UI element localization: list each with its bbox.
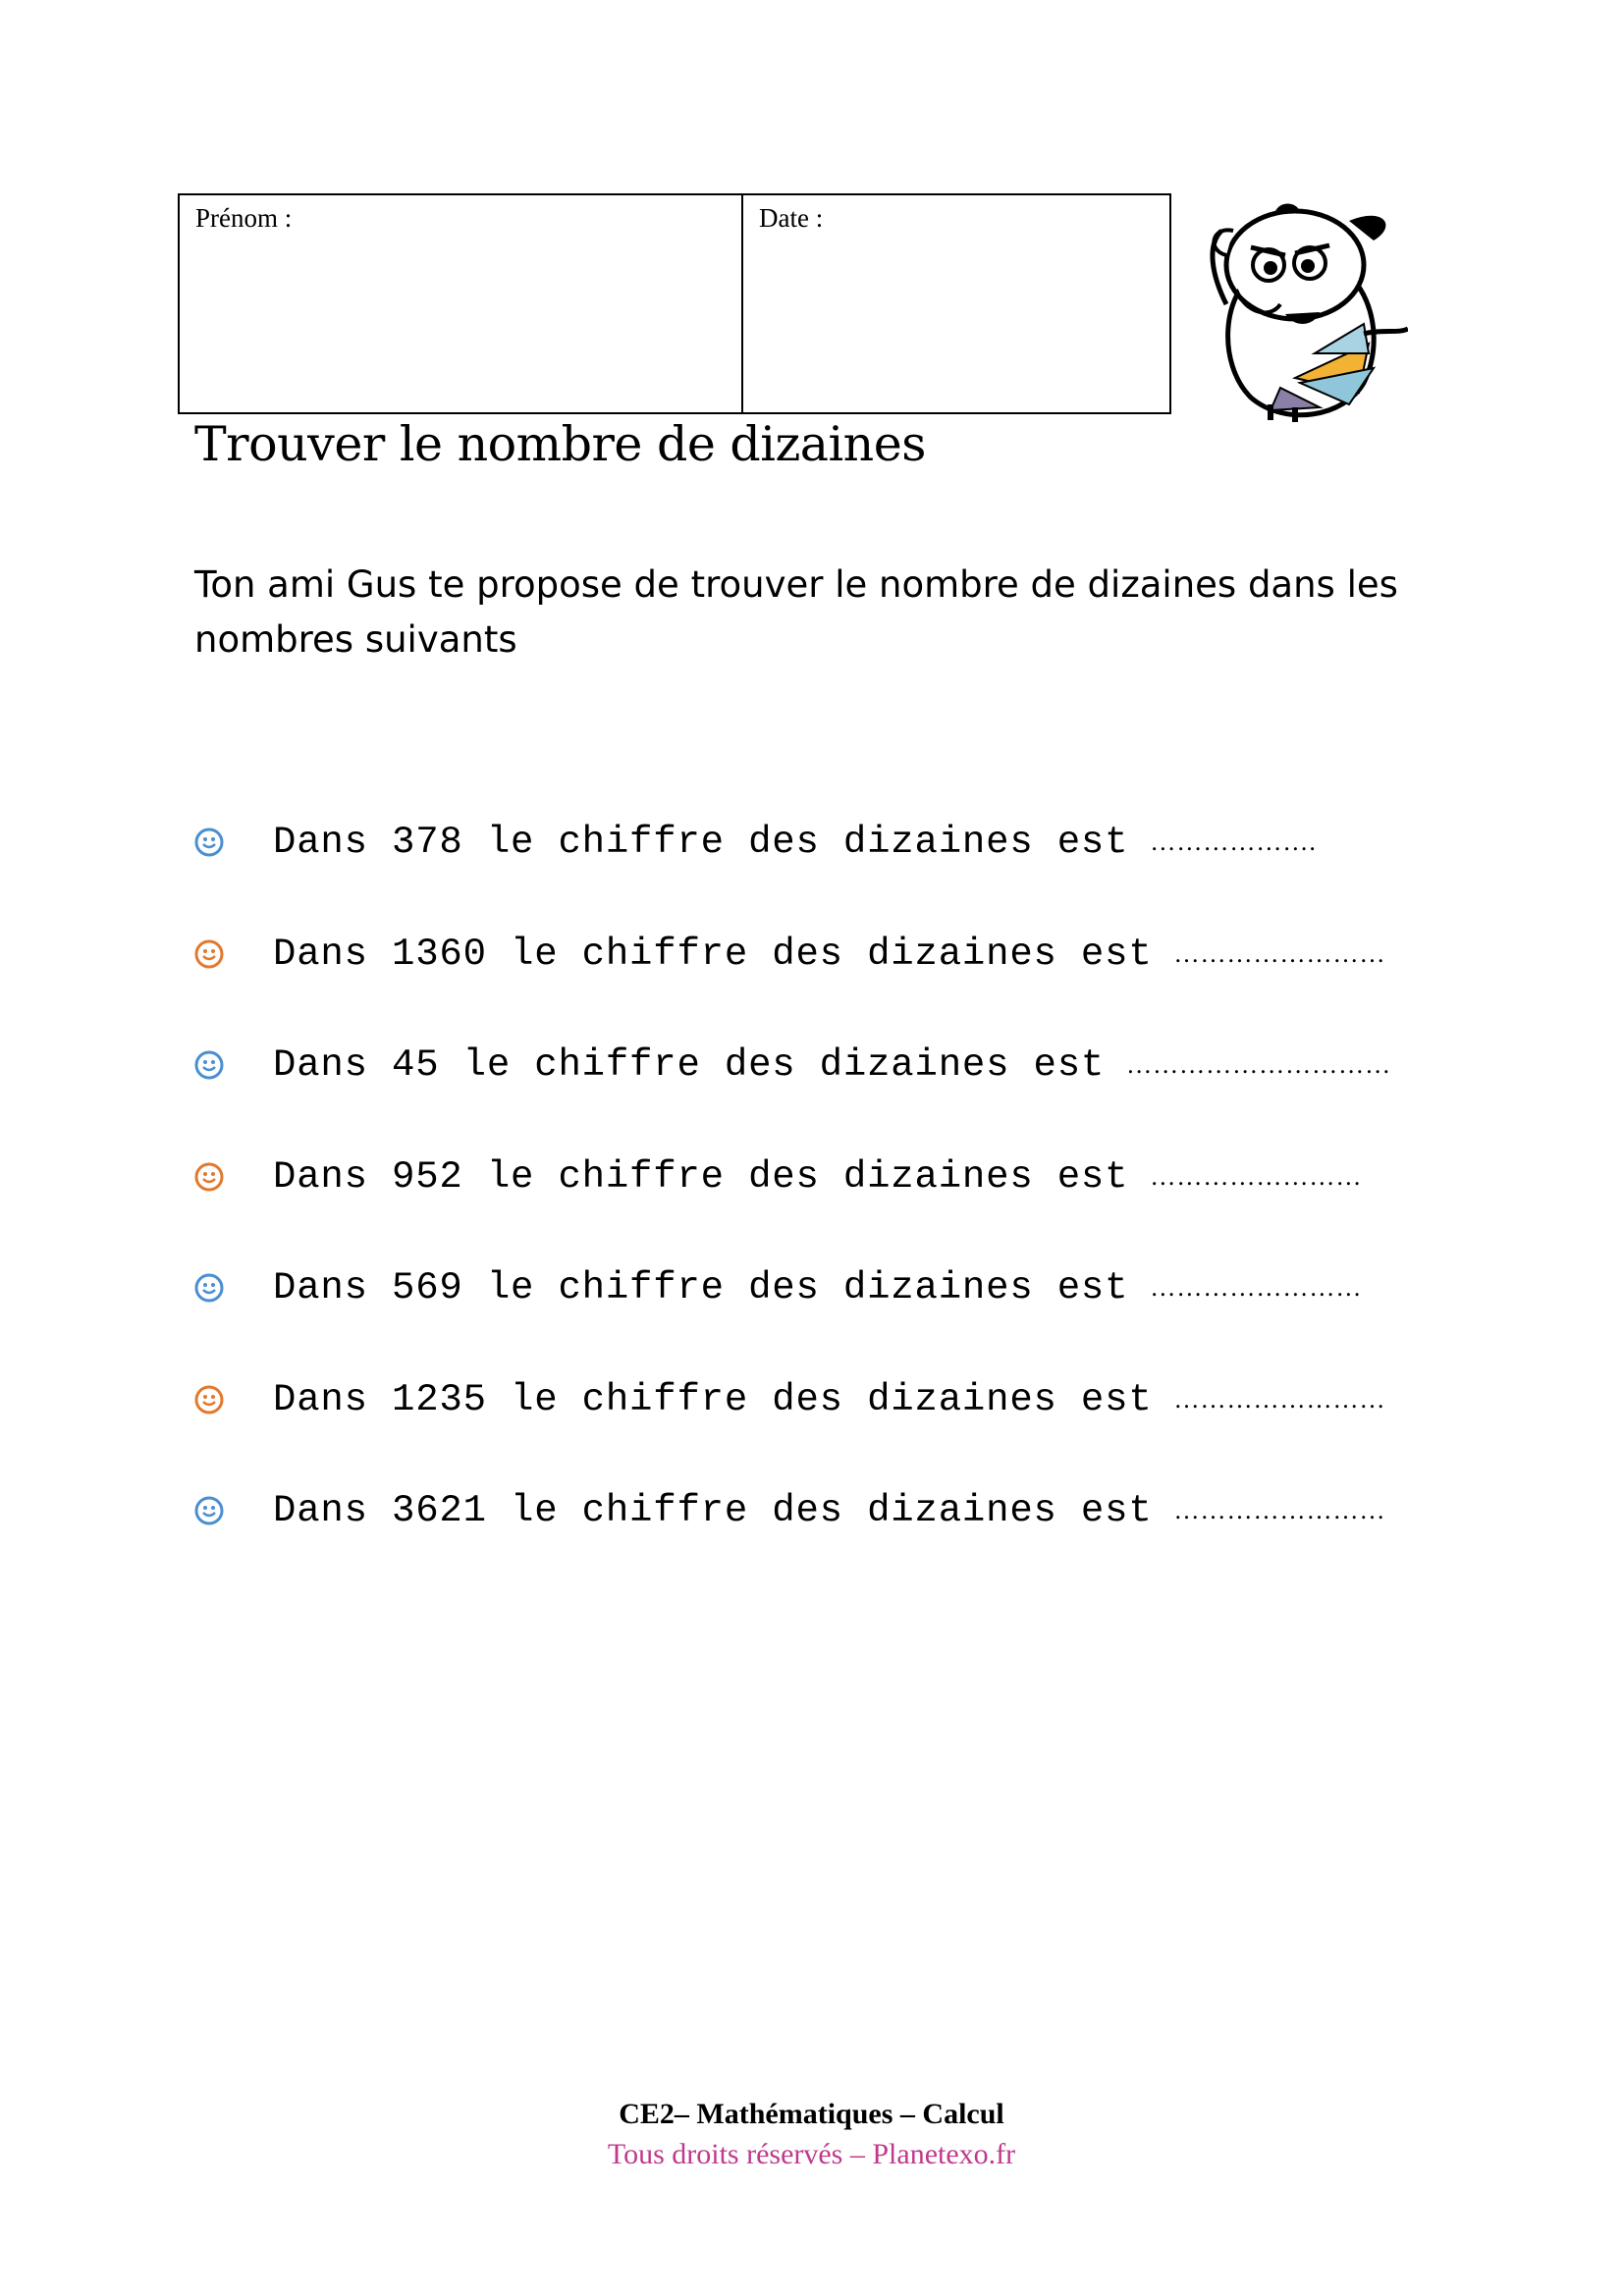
name-label: Prénom : bbox=[195, 203, 293, 233]
exercise-text: Dans 378 le chiffre des dizaines est bbox=[273, 821, 1129, 864]
answer-blank[interactable]: ………………………… bbox=[1126, 1050, 1392, 1079]
instructions-text: Ton ami Gus te propose de trouver le nombre de dizaines dans les nombres suivants bbox=[194, 563, 1398, 661]
answer-blank[interactable]: ………………. bbox=[1150, 828, 1317, 856]
footer-subject: CE2– Mathématiques – Calcul bbox=[619, 2098, 1004, 2130]
smiley-orange-icon bbox=[194, 1385, 224, 1415]
exercise-text: Dans 1360 le chiffre des dizaines est bbox=[273, 932, 1153, 976]
gus-mascot-illustration bbox=[1202, 196, 1408, 422]
smiley-blue-icon bbox=[194, 1050, 224, 1080]
name-field[interactable] bbox=[180, 195, 743, 412]
exercise-item bbox=[194, 813, 1317, 872]
answer-blank[interactable]: …………………… bbox=[1150, 1273, 1363, 1302]
exercise-item bbox=[194, 1036, 1391, 1095]
smiley-blue-icon bbox=[194, 1496, 224, 1525]
exercise-item bbox=[194, 1258, 1362, 1317]
smiley-orange-icon bbox=[194, 1162, 224, 1192]
answer-blank[interactable]: …………………… bbox=[1173, 1496, 1386, 1524]
answer-blank[interactable]: …………………… bbox=[1173, 1384, 1386, 1414]
exercise-text: Dans 569 le chiffre des dizaines est bbox=[273, 1266, 1129, 1309]
smiley-blue-icon bbox=[194, 828, 224, 857]
page-title: Trouver le nombre de dizaines bbox=[194, 416, 926, 472]
exercise-text: Dans 952 le chiffre des dizaines est bbox=[273, 1154, 1129, 1199]
student-info-table bbox=[178, 193, 1171, 414]
answer-blank[interactable]: …………………… bbox=[1173, 938, 1386, 968]
smiley-blue-icon bbox=[194, 1273, 224, 1303]
answer-blank[interactable]: …………………… bbox=[1150, 1161, 1363, 1191]
date-field[interactable] bbox=[743, 195, 1169, 412]
exercise-text: Dans 3621 le chiffre des dizaines est bbox=[273, 1489, 1153, 1532]
date-label: Date : bbox=[759, 203, 824, 233]
smiley-orange-icon bbox=[194, 939, 224, 969]
exercise-item bbox=[194, 1481, 1386, 1540]
exercise-text: Dans 1235 le chiffre des dizaines est bbox=[273, 1377, 1153, 1421]
exercise-item bbox=[194, 1148, 1362, 1206]
exercise-item bbox=[194, 925, 1386, 984]
exercise-item bbox=[194, 1370, 1386, 1429]
exercise-text: Dans 45 le chiffre des dizaines est bbox=[273, 1043, 1106, 1087]
footer-rights: Tous droits réservés – Planetexo.fr bbox=[607, 2138, 1016, 2170]
